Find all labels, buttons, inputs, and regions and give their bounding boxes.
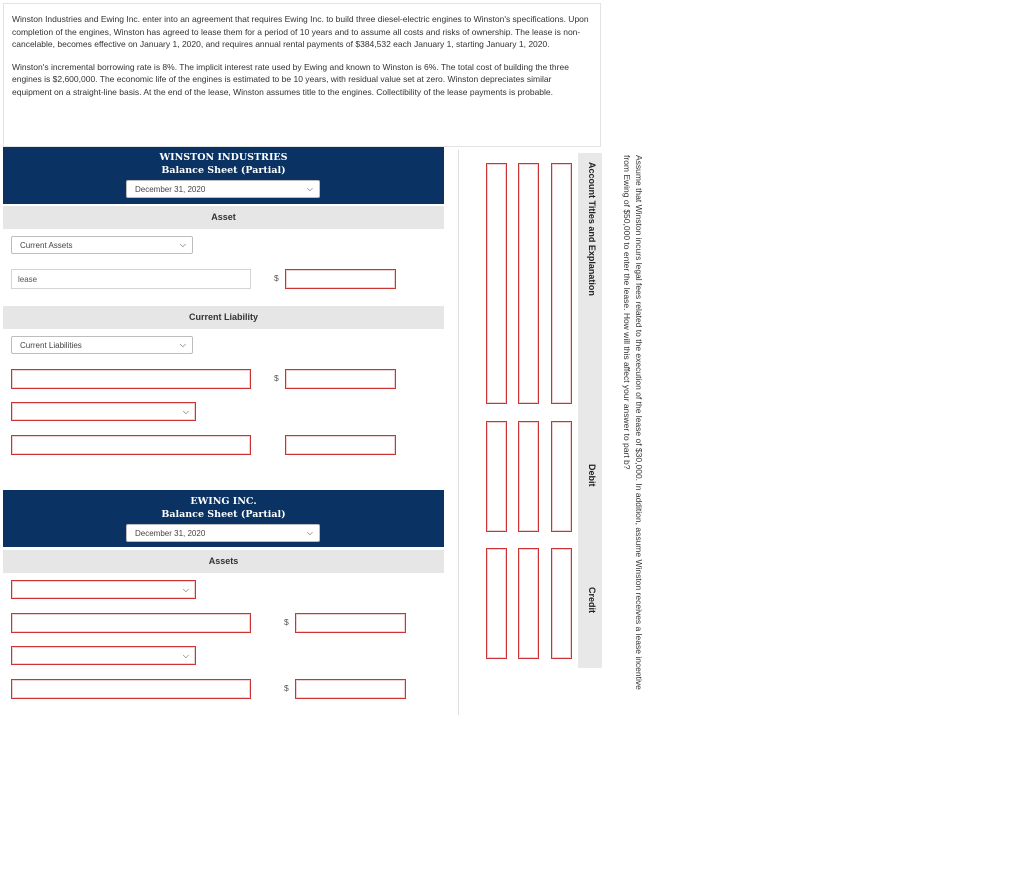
journal-question-wrapper xyxy=(615,155,649,715)
journal-header-labels xyxy=(578,153,602,668)
ewing-asset-amount-input-2[interactable] xyxy=(295,679,406,699)
journal-row-2-credit-input[interactable] xyxy=(518,548,539,659)
ewing-asset-amount-input-1[interactable] xyxy=(295,613,406,633)
current-assets-label: Current Assets xyxy=(20,240,73,250)
problem-paragraph-2: Winston's incremental borrowing rate is 8%. The implicit interest rate used by Ewing and known to Winston is 6%. The total cost of building the three engines is $2,600,000. The economic life of the engines is estimated to be 10 years, with residual value set at zero. Winston depreciates similar equipment on a straight-line basis. At the end of the lease, Winston assumes title to the engines. Collectibility of the lease payments is probable. xyxy=(12,61,569,97)
current-liabilities-select[interactable] xyxy=(11,336,193,354)
chevron-down-icon: ⌵ xyxy=(179,340,186,349)
currency-symbol: $ xyxy=(274,273,279,283)
winston-date-select[interactable] xyxy=(126,180,320,198)
ewing-asset-select-1[interactable] xyxy=(11,580,196,599)
journal-row-1-account-input[interactable] xyxy=(551,163,572,404)
chevron-down-icon: ⌵ xyxy=(306,528,313,537)
winston-liability-account-input-1[interactable] xyxy=(11,369,251,389)
chevron-down-icon: ⌵ xyxy=(179,240,186,249)
winston-company-name: WINSTON INDUSTRIES xyxy=(159,152,288,163)
winston-asset-amount-input[interactable] xyxy=(285,269,396,289)
ewing-asset-account-input-1[interactable] xyxy=(11,613,251,633)
problem-paragraph-1: Winston Industries and Ewing Inc. enter into an agreement that requires Ewing Inc. to build three diesel-electric engines to Winston's specifications. Upon completion of the engines, Winston has agreed to lease them for a period of 10 years and to assume all costs and risks of ownership. The lease is non-cancelable, becomes effective on January 1, 2020, and requires annual rental payments of $384,532 each January 1, starting January 1, 2020. xyxy=(12,14,589,49)
journal-row-1-debit-input[interactable] xyxy=(551,421,572,532)
panel-divider xyxy=(458,150,459,715)
journal-row-2-account-input[interactable] xyxy=(518,163,539,404)
winston-date-value: December 31, 2020 xyxy=(135,184,206,194)
journal-col-account: Account Titles and Explanation xyxy=(587,162,597,296)
winston-liability-amount-input-1[interactable] xyxy=(285,369,396,389)
ewing-assets-header: Assets xyxy=(3,550,444,573)
chevron-down-icon: ⌵ xyxy=(306,184,313,193)
ewing-company-name: EWING INC. xyxy=(190,496,257,507)
currency-symbol: $ xyxy=(274,373,279,383)
chevron-down-icon: ⌵ xyxy=(182,584,189,594)
ewing-asset-select-2[interactable] xyxy=(11,646,196,665)
current-assets-select[interactable] xyxy=(11,236,193,254)
ewing-date-select[interactable] xyxy=(126,524,320,542)
journal-row-3-account-input[interactable] xyxy=(486,163,507,404)
winston-sheet-title: Balance Sheet (Partial) xyxy=(161,165,286,176)
chevron-down-icon: ⌵ xyxy=(182,650,189,660)
journal-col-debit: Debit xyxy=(587,464,597,487)
winston-asset-header: Asset xyxy=(3,206,444,229)
currency-symbol: $ xyxy=(284,617,289,627)
currency-symbol: $ xyxy=(284,683,289,693)
journal-row-1-credit-input[interactable] xyxy=(551,548,572,659)
journal-col-credit: Credit xyxy=(587,587,597,614)
ewing-asset-account-input-2[interactable] xyxy=(11,679,251,699)
winston-liability-header: Current Liability xyxy=(3,306,444,329)
winston-lease-account-input[interactable]: lease xyxy=(11,269,251,289)
journal-row-2-debit-input[interactable] xyxy=(518,421,539,532)
winston-liability-select[interactable] xyxy=(11,402,196,421)
problem-statement xyxy=(3,3,601,147)
winston-liability-account-input-2[interactable] xyxy=(11,435,251,455)
current-liabilities-label: Current Liabilities xyxy=(20,340,82,350)
journal-question: Assume that Winston incurs legal fees related to the execution of the lease of $30,000. In addition, assume Winston receives a lease incentive from Ewing of $50,000 to enter the lease. How will this affect your answer to part b? xyxy=(622,155,644,690)
winston-liability-amount-input-2[interactable] xyxy=(285,435,396,455)
ewing-date-value: December 31, 2020 xyxy=(135,528,206,538)
journal-row-3-credit-input[interactable] xyxy=(486,548,507,659)
chevron-down-icon: ⌵ xyxy=(182,406,189,416)
journal-row-3-debit-input[interactable] xyxy=(486,421,507,532)
ewing-sheet-title: Balance Sheet (Partial) xyxy=(161,509,286,520)
